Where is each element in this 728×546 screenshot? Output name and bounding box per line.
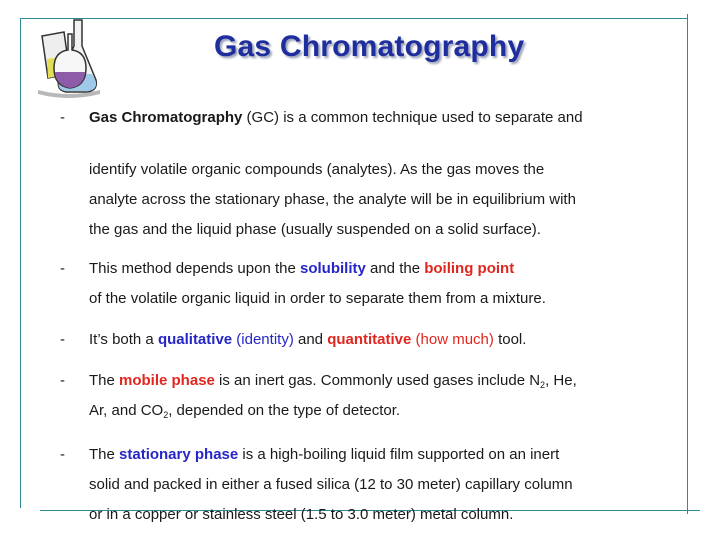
lab-flasks-icon — [34, 16, 104, 98]
frame-left-line — [20, 18, 21, 508]
bullet-qualitative-quantitative: - It’s both a qualitative (identity) and quantitative (how much) tool. — [60, 331, 527, 348]
frame-top-line — [20, 18, 687, 19]
bullet-stationary-phase: - The stationary phase is a high-boiling liquid film supported on an inert solid and packed in either a fused silica (12 to 30 meter) capillary column or in a copper or stainless steel (1.5 to 3.0 meter) metal column. — [60, 446, 573, 523]
bullet-mobile-phase: - The mobile phase is an inert gas. Commonly used gases include $N_2$, He, Ar, and $CO_2$, depended on the type of detector. — [60, 372, 577, 420]
frame-right-line — [687, 14, 688, 514]
bullet-method-dependence: - This method depends upon the solubility and the boiling point of the volatile organic liquid in order to separate them from a mixture. — [60, 260, 546, 307]
bullet-gc-definition-continued: identify volatile organic compounds (analytes). As the gas moves the analyte across the stationary phase, the analyte will be in equilibrium with the gas and the liquid phase (usually suspended on a solid surface). — [89, 161, 576, 238]
page-title: Gas Chromatography — [214, 30, 525, 63]
bullet-gc-definition: - Gas Chromatography (GC) is a common technique used to separate and — [60, 109, 583, 126]
